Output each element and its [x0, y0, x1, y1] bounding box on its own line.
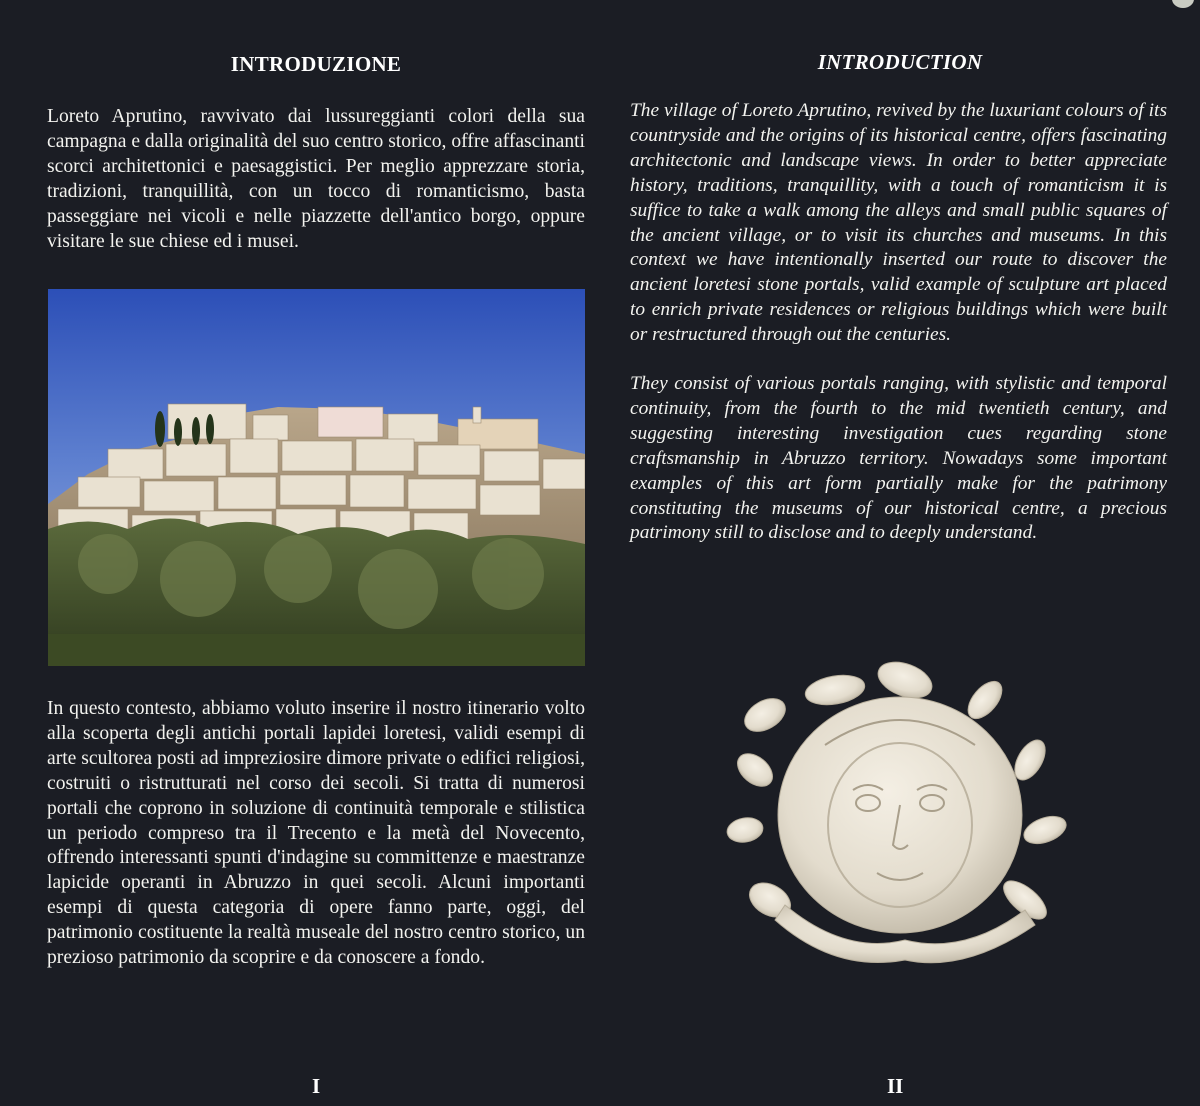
hill-town-photo	[48, 289, 585, 666]
english-paragraph-2: They consist of various portals ranging, with stylistic and temporal continuity, from the fourth to the mid twentieth century, and suggesting interesting investigation cues regarding stone craftsmanship in Abruzzo territory. Nowadays some important examples of this art form partially make for the patrimony constituting the museums of our historical centre, a precious patrimony still to disclose and to deeply understand.	[630, 373, 1167, 544]
italian-paragraph-2: In questo contesto, abbiamo voluto inserire il nostro itinerario volto alla scoperta degli antichi portali lapidei loretesi, validi esempi di arte scultorea posti ad impreziosire dimore private o edifici religiosi, costruiti o ristrutturati nel corso dei secoli. Si tratta di numerosi portali che coprono in soluzione di continuità temporale e stilistica un periodo compreso tra il Trecento e la metà del Novecento, offrendo interessanti spunti d'indagine su committenze e maestranze lapicide operanti in Abruzzo in quei secoli. Alcuni importanti esempi di questa categoria di opere fanno parte, oggi, del patrimonio costituente la realtà museale del nostro centro storico, un prezioso patrimonio da scoprire e da conoscere a fondo.	[47, 698, 585, 969]
italian-paragraph-1: Loreto Aprutino, ravvivato dai lussureggianti colori della sua campagna e dalla originalità del suo centro storico, offre affascinanti scorci architettonici e paesaggistici. Per meglio apprezzare storia, tradizioni, tranquillità, con un tocco di romanticismo, basta passeggiare nei vicoli e nelle piazzette dell'antico borgo, oppure visitare le sue chiese ed i musei.	[47, 106, 585, 252]
stone-face-sculpture	[725, 655, 1085, 975]
page-number-left: I	[312, 1074, 321, 1098]
page-number-right: II	[887, 1074, 904, 1098]
page-heading-italian: INTRODUZIONE	[230, 52, 402, 76]
page-heading-english: INTRODUCTION	[817, 50, 983, 74]
right-page	[600, 0, 1200, 1106]
english-paragraph-1: The village of Loreto Aprutino, revived by the luxuriant colours of its countryside and the origins of its historical centre, offers fascinating architectonic and landscape views. In order to better appreciate history, traditions, tranquillity, with a touch of romanticism it is suffice to take a walk among the alleys and small public squares of the ancient village, or to visit its churches and museums. In this context we have intentionally inserted our route to discover the ancient loretesi stone portals, valid example of sculpture art placed to enrich private residences or religious buildings which were built or restructured through out the centuries.	[630, 100, 1167, 346]
